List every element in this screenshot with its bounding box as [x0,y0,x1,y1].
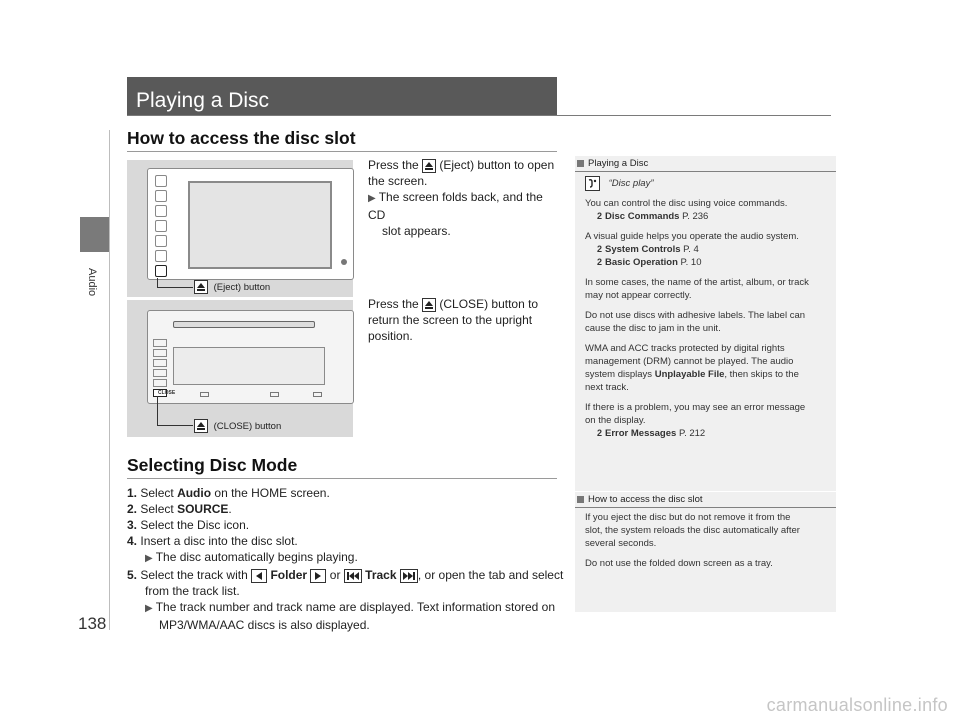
watermark: carmanualsonline.info [766,695,948,715]
step-item: 2. Select SOURCE. [127,502,232,516]
result-arrow-icon: ▶ [145,603,153,614]
knob-drawing [341,259,347,265]
close-icon [194,419,208,433]
note-disc-slot: How to access the disc slot If you eject the disc but do not remove it from the slot, the system reloads the disc automatically after several seconds. Do not use the folded down screen as a tray. [575,492,836,612]
section-heading-disc-mode: Selecting Disc Mode [127,455,298,475]
step-close: Press the (CLOSE) button to return the screen to the upright position. [368,297,539,343]
note-marker-icon [577,160,584,167]
screen-drawing [188,181,332,269]
section-heading-disc-slot: How to access the disc slot [127,128,356,148]
step-item: 1. Select Audio on the HOME screen. [127,486,330,500]
note-marker-icon [577,496,584,503]
eject-icon [194,280,208,294]
prev-folder-icon [251,569,267,583]
figure-eject [127,160,353,297]
result-arrow-icon: ▶ [368,193,376,204]
disc-mode-steps: 1. Select Audio on the HOME screen. 2. Select SOURCE. 3. Select the Disc icon. 4. Insert a disc into the disc slot. ▶ The disc automatically begins playing. 5. Select the track with Folder or Track , or open the tab and select from the track list. ▶ The track number and track name are displayed. Text information stored on MP3/WMA/AAC discs is also displayed. [127,485,567,633]
folded-unit-drawing [147,310,354,404]
audio-unit-drawing [147,168,354,280]
result-arrow-icon: ▶ [145,553,153,564]
title-rule [127,115,831,116]
folded-screen-drawing [173,347,325,385]
side-divider [109,130,110,630]
page-number: 138 [78,614,107,633]
figure-caption-eject: (Eject) button [194,280,270,294]
figure-caption-close: (CLOSE) button [194,419,281,433]
step-item: 3. Select the Disc icon. [127,518,250,532]
note-title: Playing a Disc [577,158,648,169]
note-playing-disc: Playing a Disc “Disc play” You can control the disc using voice commands. 2 Disc Commands P. 236 A visual guide helps you operate the audio system. 2 System Controls P. 4 2 Basic Operation P. 10 In some cases, the name of the artist, album, or track may not appear correctly. Do not use discs with adhesive labels. The label can cause the disc to jam in the unit. WMA and ACC tracks protected by digital rights management (DRM) cannot be played. The audio system displays Unplayable File, then skips to the next track. If there is a problem, you may see an error message on the display. 2 Error Messages P. 212 [575,156,836,491]
voice-talk-icon [585,176,600,191]
close-label-drawing: CLOSE [158,390,176,396]
step-item: 4. Insert a disc into the disc slot. [127,534,298,548]
section-rule [127,478,557,479]
button-column [153,339,167,387]
step-item: 5. Select the track with Folder or Track , or open the tab and select [127,568,564,582]
section-rule [127,151,557,152]
note-title: How to access the disc slot [577,494,703,505]
page-title: Playing a Disc [136,89,270,112]
skip-forward-icon [400,569,418,583]
eject-icon [422,159,436,173]
disc-slot-drawing [173,321,315,328]
side-tab-label: Audio [86,268,98,297]
step-eject: Press the (Eject) button to open the screen. ▶ The screen folds back, and the CD slot appears. [368,158,555,238]
skip-back-icon [344,569,362,583]
title-banner [127,77,557,115]
button-column [155,175,167,275]
figure-close [127,300,353,437]
eject-button-drawing [155,265,167,277]
close-icon [422,298,436,312]
side-tab [80,217,110,252]
next-folder-icon [310,569,326,583]
